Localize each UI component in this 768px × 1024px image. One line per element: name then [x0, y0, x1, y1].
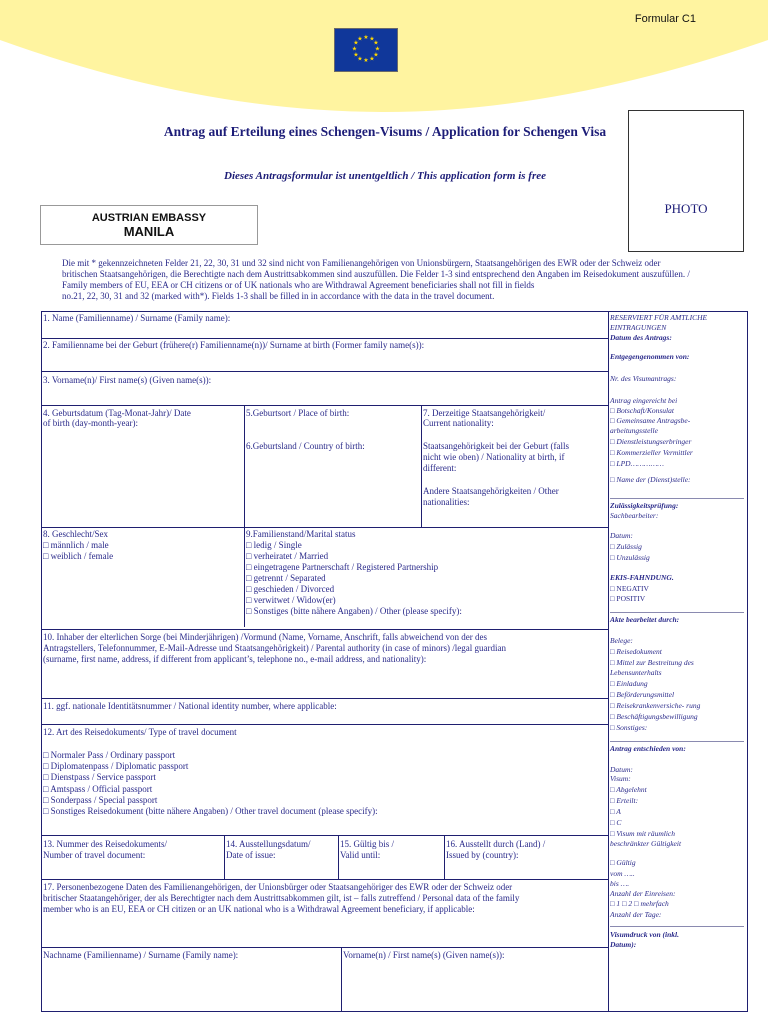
official-submitted-at: Antrag eingereicht bei: [610, 396, 678, 405]
official-submitted-opt: □ Botschaft/Konsulat: [610, 406, 674, 415]
official-submitted-opt: □ Kommerzieller Vermittler: [610, 448, 693, 457]
page-title: Antrag auf Erteilung eines Schengen-Visums / Application for Schengen Visa: [163, 124, 607, 139]
official-ekis: EKIS-FAHNDUNG.: [610, 573, 674, 582]
intro-line: Die mit * gekennzeichneten Felder 21, 22, 30, 31 und 32 sind nicht von Familienangehörigen von Unionsbürgern, Staatsangehörigen des EWR oder der Schweiz oder: [62, 258, 661, 268]
field-17-line: member who is an EU, EEA or CH citizen or an UK national who is a Withdrawal Agreement beneficiary, if applicable:: [43, 904, 475, 914]
official-visa: Visum:: [610, 774, 631, 783]
field-7-line: different:: [423, 463, 457, 473]
field-16-line: Issued by (country):: [446, 850, 519, 860]
official-until: bis ….: [610, 879, 630, 888]
svg-text:★: ★: [353, 39, 359, 47]
intro-line: Family members of EU, EEA or CH citizens or of UK nationals who are Withdrawal Agreement beneficiaries shall not fill in fields: [62, 280, 535, 290]
official-from: vom …..: [610, 869, 635, 878]
official-adm-opt: □ Zulässig: [610, 542, 642, 551]
official-print: Datum):: [610, 940, 637, 949]
field-10-line: Antragstellers, Telefonnummer, E-Mail-Adresse und Staatsangehörigkeit) / Parental authority (in case of minors) /legal guardian: [43, 643, 506, 653]
field-7-line: Andere Staatsangehörigkeiten / Other: [423, 486, 559, 496]
checkbox-marital[interactable]: □ geschieden / Divorced: [246, 584, 335, 594]
field-15-line: Valid until:: [340, 850, 381, 860]
official-doc-opt: Lebensunterhalts: [610, 668, 662, 677]
svg-text:★: ★: [363, 34, 369, 41]
official-visa-opt: □ Visum mit räumlich: [610, 829, 676, 838]
official-date2: Datum:: [610, 765, 633, 774]
official-visa-opt: □ Erteilt:: [610, 796, 639, 805]
official-reserved: EINTRAGUNGEN: [610, 323, 667, 332]
official-entries-opts: □ 1 □ 2 □ mehrfach: [610, 899, 669, 908]
photo-label: PHOTO: [664, 201, 708, 216]
official-doc-opt: □ Beschäftigungsbewilligung: [610, 712, 698, 721]
field-13-document-number[interactable]: 13. Nummer des Reisedokuments/: [43, 839, 167, 849]
official-doc-opt: □ Einladung: [610, 679, 648, 688]
official-ekis-opt: □ POSITIV: [610, 594, 646, 603]
intro-line: britischen Staatsangehörigen, die Berechtigte nach dem Austrittsabkommen sind auszufüllen. Die Felder 1-3 sind entsprechend den Angaben im Reisedokument auszufüllen. /: [62, 269, 690, 279]
field-17-first-name[interactable]: Vorname(n) / First name(s) (Given name(s)):: [343, 950, 505, 960]
svg-text:★: ★: [373, 39, 379, 47]
official-date-of-application: Datum des Antrags:: [610, 333, 672, 342]
svg-text:★: ★: [363, 57, 369, 64]
checkbox-doc-type[interactable]: □ Dienstpass / Service passport: [43, 772, 156, 782]
svg-text:★: ★: [353, 51, 359, 59]
field-7-line: nationalities:: [423, 497, 470, 507]
official-valid: □ Gültig: [610, 858, 636, 867]
official-days: Anzahl der Tage:: [610, 910, 662, 919]
official-submitted-opt: □ LPD……………: [610, 459, 664, 468]
checkbox-marital[interactable]: □ getrennt / Separated: [246, 573, 326, 583]
field-4-date-of-birth-label: of birth (day-month-year):: [43, 418, 138, 428]
official-documents: Belege:: [610, 636, 633, 645]
official-file-handled: Akte bearbeitet durch:: [610, 615, 680, 624]
official-submitted-opt: □ Name der (Dienst)stelle:: [610, 475, 691, 484]
embassy-line1: AUSTRIAN EMBASSY: [91, 212, 207, 224]
official-date: Datum:: [610, 531, 633, 540]
official-visa-opt: □ Abgelehnt: [610, 785, 647, 794]
field-14-line: Date of issue:: [226, 850, 276, 860]
svg-text:★: ★: [357, 55, 363, 63]
official-submitted-opt: arbeitungsstelle: [610, 426, 658, 435]
field-17-line: britischer Staatangehöriger, der als Berechtigter nach dem Austrittsabkommen gilt, ist – falls zutreffend / Personal data of the family: [43, 893, 520, 903]
field-10-guardian[interactable]: 10. Inhaber der elterlichen Sorge (bei Minderjährigen) /Vormund (Name, Vorname, Anschrift, falls abweichend von der des: [43, 632, 487, 642]
official-reserved: RESERVIERT FÜR AMTLICHE: [610, 313, 708, 322]
field-7-line: Staatsangehörigkeit bei der Geburt (falls: [423, 441, 569, 451]
checkbox-marital[interactable]: □ ledig / Single: [246, 540, 302, 550]
official-submitted-opt: □ Dienstleistungserbringer: [610, 437, 692, 446]
field-6-country-of-birth[interactable]: 6.Geburtsland / Country of birth:: [246, 441, 365, 451]
field-7-line: nicht wie oben) / Nationality at birth, if: [423, 452, 565, 462]
official-decided-by: Antrag entschieden von:: [610, 744, 686, 753]
official-visa-opt: □ A: [610, 807, 621, 816]
field-8-sex: 8. Geschlecht/Sex: [43, 529, 108, 539]
official-ekis-opt: □ NEGATIV: [610, 584, 649, 593]
checkbox-male[interactable]: □ männlich / male: [43, 540, 109, 550]
intro-text: [62, 258, 762, 302]
intro-line: no.21, 22, 30, 31 and 32 (marked with*). Fields 1-3 shall be filled in in accordance with the data in the travel document.: [62, 291, 495, 301]
field-15-valid-until[interactable]: 15. Gültig bis /: [340, 839, 395, 849]
field-5-place-of-birth[interactable]: 5.Geburtsort / Place of birth:: [246, 408, 350, 418]
official-print: Visumdruck von (inkl.: [610, 930, 679, 939]
official-visa-opt: □ C: [610, 818, 622, 827]
official-adm-opt: □ Unzulässig: [610, 553, 650, 562]
field-7-line: Current nationality:: [423, 418, 494, 428]
official-doc-opt: □ Reisedokument: [610, 647, 662, 656]
svg-text:★: ★: [369, 55, 375, 63]
page-subtitle: Dieses Antragsformular ist unentgeltlich / This application form is free: [224, 170, 546, 182]
field-9-marital-status: 9.Familienstand/Marital status: [246, 529, 356, 539]
field-12-travel-document: 12. Art des Reisedokuments/ Type of travel document: [43, 727, 237, 737]
checkbox-doc-type[interactable]: □ Sonderpass / Special passport: [43, 795, 158, 805]
svg-text:★: ★: [374, 45, 381, 53]
official-admissibility: Zulässigkeitsprüfung:: [610, 501, 679, 510]
checkbox-marital[interactable]: □ verwitwet / Widow(er): [246, 595, 336, 605]
field-11-national-id[interactable]: 11. ggf. nationale Identitätsnummer / National identity number, where applicable:: [43, 701, 337, 711]
official-entries: Anzahl der Einreisen:: [610, 889, 676, 898]
svg-text:★: ★: [357, 35, 363, 43]
official-submitted-opt: □ Gemeinsame Antragsbe-: [610, 416, 691, 425]
embassy-line2: MANILA: [123, 224, 175, 239]
official-doc-opt: □ Mittel zur Bestreitung des: [610, 658, 694, 667]
field-16-issued-by[interactable]: 16. Ausstellt durch (Land) /: [446, 839, 546, 849]
checkbox-marital[interactable]: □ eingetragene Partnerschaft / Registered Partnership: [246, 562, 439, 572]
svg-text:★: ★: [373, 51, 379, 59]
svg-text:★: ★: [369, 35, 375, 43]
svg-text:★: ★: [351, 45, 358, 53]
form-number: Formular C1: [634, 13, 696, 25]
official-doc-opt: □ Reisekrankenversiche- rung: [610, 701, 701, 710]
field-3-first-names[interactable]: 3. Vorname(n)/ First name(s) (Given name(s)):: [43, 375, 212, 385]
field-4-date-of-birth[interactable]: 4. Geburtsdatum (Tag-Monat-Jahr)/ Date: [43, 408, 191, 418]
field-1-surname[interactable]: 1. Name (Familienname) / Surname (Family name):: [43, 313, 231, 323]
field-7-nationality[interactable]: 7. Derzeitige Staatsangehörigkeit/: [423, 408, 546, 418]
official-received-by: Entgegengenommen von:: [610, 352, 690, 361]
checkbox-female[interactable]: □ weiblich / female: [43, 551, 114, 561]
checkbox-doc-type[interactable]: □ Amtspass / Official passport: [43, 784, 153, 794]
photo-box[interactable]: [628, 110, 744, 252]
field-13-line: Number of travel document:: [43, 850, 146, 860]
checkbox-marital[interactable]: □ Sonstiges (bitte nähere Angaben) / Other (please specify):: [246, 606, 462, 616]
eu-flag-icon: [334, 28, 398, 72]
embassy-box: [40, 205, 258, 245]
official-doc-opt: □ Beförderungsmittel: [610, 690, 675, 699]
official-visa-opt: beschränkter Gültigkeit: [610, 839, 682, 848]
official-doc-opt: □ Sonstiges:: [610, 723, 648, 732]
official-officer: Sachbearbeiter:: [610, 511, 659, 520]
field-2-surname-at-birth[interactable]: 2. Familienname bei der Geburt (frühere(r) Familienname(n))/ Surname at birth (Former family name(s)):: [43, 340, 425, 350]
field-10-line: (surname, first name, address, if different from applicant’s, telephone no., e-mail address, and nationality):: [43, 654, 427, 664]
field-17-family-member: 17. Personenbezogene Daten des Familienangehörigen, der Unionsbürger oder Staatsangehöriger des EWR oder der Schweiz oder: [43, 882, 513, 892]
field-14-date-of-issue[interactable]: 14. Ausstellungsdatum/: [226, 839, 311, 849]
checkbox-marital[interactable]: □ verheiratet / Married: [246, 551, 329, 561]
field-17-surname[interactable]: Nachname (Familienname) / Surname (Family name):: [43, 950, 239, 960]
checkbox-doc-type[interactable]: □ Sonstiges Reisedokument (bitte nähere Angaben) / Other travel document (please specify):: [43, 806, 378, 816]
checkbox-doc-type[interactable]: □ Diplomatenpass / Diplomatic passport: [43, 761, 189, 771]
checkbox-doc-type[interactable]: □ Normaler Pass / Ordinary passport: [43, 750, 176, 760]
official-visa-app-no: Nr. des Visumantrags:: [610, 374, 677, 383]
